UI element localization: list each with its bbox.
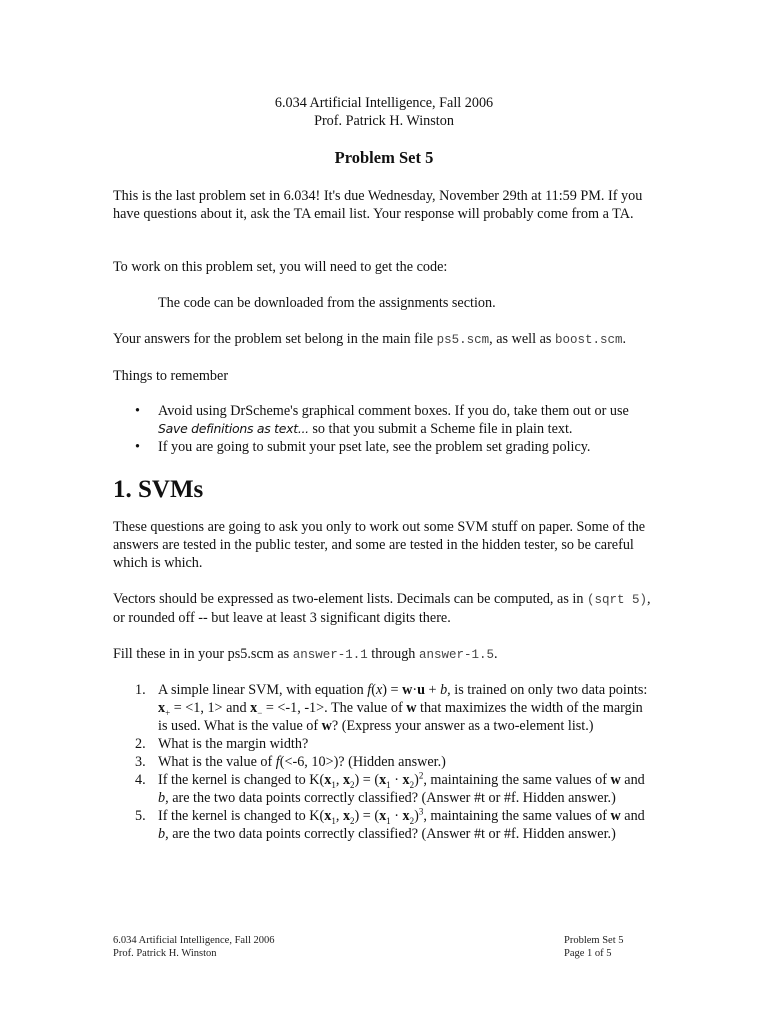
question-4-text: If the kernel is changed to $K(x_1$, $x_2) = (x_1 \cdot x_2)^2$, maintaining the same values of w and b, are the two data points correctly classified? (Answer #t or #f. Hidden answer.) (158, 770, 645, 806)
reminder-list (113, 402, 653, 456)
footer-professor: Prof. Patrick H. Winston (113, 948, 217, 959)
list-item (113, 681, 653, 735)
vector-format-text-b: , or rounded off -- but leave at least 3 significant digits there. (113, 591, 651, 626)
question-number: 3. (135, 754, 146, 770)
question-number: 2. (135, 736, 146, 752)
footer-title: Problem Set 5 (564, 935, 624, 946)
list-item (113, 402, 653, 438)
list-item (113, 438, 653, 456)
question-1-text: A simple linear SVM, with equation f(x) = w·u + b, is trained on only two data points: $x_+ = <1$, 1> and $x_- = <-1$, -1>. The value of w that maximizes the width of the margin is used. What is the value of w? (Express your answer as a two-element list.) (158, 682, 648, 734)
list-item (113, 771, 653, 807)
course-title: 6.034 Artificial Intelligence, Fall 2006 (274, 95, 494, 111)
question-3-text: What is the value of f(<-6, 10>)? (Hidden answer.) (158, 754, 446, 770)
answer-end-code: answer-1.5 (418, 648, 494, 662)
code-download-note: The code can be downloaded from the assignments section. (158, 295, 496, 311)
list-item (113, 807, 653, 843)
fill-in-middle: through (367, 646, 419, 662)
svm-questions-list (113, 681, 653, 843)
question-number: 4. (135, 772, 146, 788)
professor-name: Prof. Patrick H. Winston (314, 113, 454, 129)
section-heading-svms: 1. SVMs (113, 476, 204, 503)
reminder-text-1b: so that you submit a Scheme file in plain text. (308, 421, 573, 437)
things-to-remember-label: Things to remember (113, 368, 229, 384)
question-number: 5. (135, 808, 146, 824)
list-item (113, 753, 653, 771)
footer-right (564, 934, 624, 960)
page-title: Problem Set 5 (334, 148, 434, 167)
footer-left (113, 934, 275, 960)
file-name-ps5: ps5.scm (436, 333, 490, 347)
answer-files-prefix: Your answers for the problem set belong in the main file (113, 331, 437, 347)
reminder-text-1a: Avoid using DrScheme's graphical comment boxes. If you do, take them out or use (158, 403, 629, 419)
fill-in-paragraph (113, 645, 653, 664)
intro-paragraph: This is the last problem set in 6.034! It's due Wednesday, November 29th at 11:59 PM. If you have questions about it, ask the TA email list. Your response will probably come from a TA. (113, 188, 643, 222)
answer-start-code: answer-1.1 (292, 648, 368, 662)
fill-in-text-a: Fill these in in your ps5.scm as (113, 646, 293, 662)
fill-in-suffix: . (493, 646, 498, 662)
reminder-text-2: If you are going to submit your pset late, see the problem set grading policy. (158, 439, 591, 455)
code-instructions: To work on this problem set, you will need to get the code: (113, 259, 448, 275)
svm-intro-paragraph: These questions are going to ask you only to work out some SVM stuff on paper. Some of the answers are tested in the public tester, and some are tested in the hidden tester, so be careful which is which. (113, 519, 646, 571)
question-5-text: If the kernel is changed to $K(x_1$, $x_2) = (x_1 \cdot x_2)^3$, maintaining the same values of w and b, are the two data points correctly classified? (Answer #t or #f. Hidden answer.) (158, 806, 645, 842)
answer-files-middle: , as well as (489, 331, 555, 347)
footer-course: 6.034 Artificial Intelligence, Fall 2006 (113, 935, 275, 946)
question-2-text: What is the margin width? (158, 736, 309, 752)
list-item (113, 735, 653, 753)
file-name-boost: boost.scm (554, 333, 623, 347)
vector-format-text-a: Vectors should be expressed as two-element lists. Decimals can be computed, as in (113, 591, 587, 607)
answer-files-suffix: . (622, 331, 627, 347)
vector-format-paragraph (113, 590, 653, 627)
answer-files-paragraph (113, 330, 653, 349)
sqrt-code: (sqrt 5) (586, 593, 647, 607)
save-definitions-menu-text: Save definitions as text... (158, 421, 309, 436)
question-number: 1. (135, 682, 146, 698)
page-number: Page 1 of 5 (564, 948, 612, 959)
